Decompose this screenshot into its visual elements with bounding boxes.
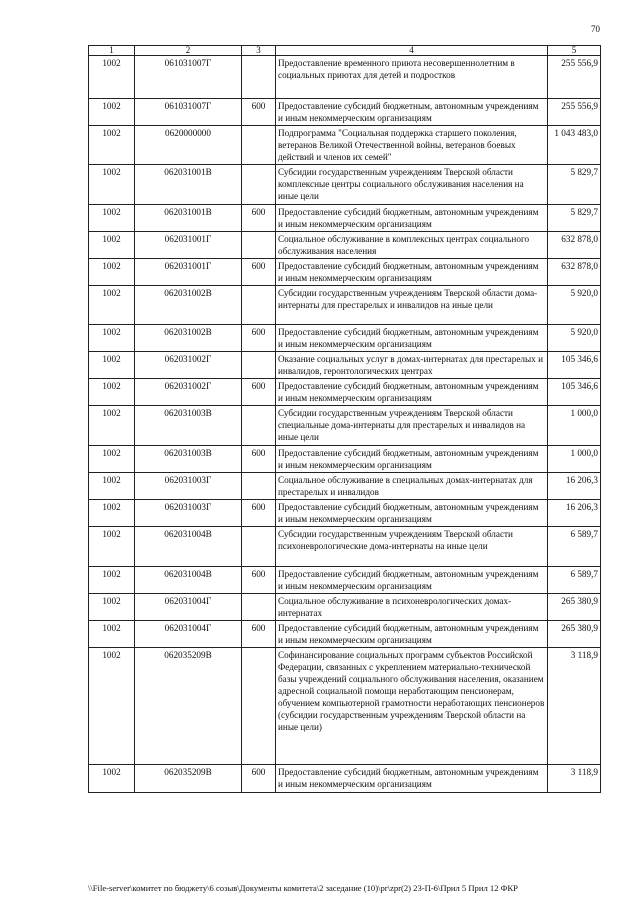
name-cell: Предоставление субсидий бюджетным, автономным учреждениям и иным некоммерческим организациям: [276, 259, 548, 286]
name-cell: Субсидии государственным учреждениям Тверской области специальные дома-интернаты для престарелых и инвалидов на иные цели: [276, 406, 548, 446]
amount-cell: 6 589,7: [548, 527, 601, 567]
name-cell: Предоставление субсидий бюджетным, автономным учреждениям и иным некоммерческим организациям: [276, 325, 548, 352]
amount-cell: 3 118,9: [548, 765, 601, 793]
table-row: [89, 286, 601, 325]
table-row: [89, 259, 601, 286]
name-cell: Оказание социальных услуг в домах-интернатах для престарелых и инвалидов, геронтологических центрах: [276, 352, 548, 379]
target-code-cell: 062031002В: [135, 325, 242, 352]
name-cell: Субсидии государственным учреждениям Тверской области психоневрологические дома-интернаты на иные цели: [276, 527, 548, 567]
section-cell: 1002: [89, 99, 135, 126]
name-cell: Предоставление субсидий бюджетным, автономным учреждениям и иным некоммерческим организациям: [276, 500, 548, 527]
name-cell: Субсидии государственным учреждениям Тверской области комплексные центры социального обслуживания населения на иные цели: [276, 165, 548, 205]
expense-type-cell: [242, 648, 276, 765]
amount-cell: 255 556,9: [548, 99, 601, 126]
amount-cell: 105 346,6: [548, 379, 601, 406]
amount-cell: 265 380,9: [548, 621, 601, 648]
section-cell: 1002: [89, 527, 135, 567]
expense-type-cell: [242, 473, 276, 500]
target-code-cell: 062031004В: [135, 567, 242, 594]
expense-type-cell: 600: [242, 379, 276, 406]
target-code-cell: 062031004Г: [135, 594, 242, 621]
target-code-cell: 062031002В: [135, 286, 242, 325]
expense-type-cell: [242, 126, 276, 165]
target-code-cell: 062031001В: [135, 205, 242, 232]
table-row: [89, 446, 601, 473]
name-cell: Субсидии государственным учреждениям Тверской области дома-интернаты для престарелых и инвалидов на иные цели: [276, 286, 548, 325]
section-cell: 1002: [89, 500, 135, 527]
expense-type-cell: 600: [242, 325, 276, 352]
table-header-row: [89, 46, 601, 56]
amount-cell: 105 346,6: [548, 352, 601, 379]
amount-cell: 5 920,0: [548, 325, 601, 352]
name-cell: Предоставление субсидий бюджетным, автономным учреждениям и иным некоммерческим организациям: [276, 205, 548, 232]
expense-type-cell: [242, 165, 276, 205]
table-row: [89, 379, 601, 406]
expense-type-cell: [242, 406, 276, 446]
expense-type-cell: 600: [242, 205, 276, 232]
table-row: [89, 621, 601, 648]
section-cell: 1002: [89, 594, 135, 621]
section-cell: 1002: [89, 648, 135, 765]
amount-cell: 1 043 483,0: [548, 126, 601, 165]
section-cell: 1002: [89, 232, 135, 259]
target-code-cell: 062031004Г: [135, 621, 242, 648]
section-cell: 1002: [89, 325, 135, 352]
table-row: [89, 406, 601, 446]
target-code-cell: 0620000000: [135, 126, 242, 165]
section-cell: 1002: [89, 379, 135, 406]
expense-type-cell: [242, 232, 276, 259]
header-col-1: 1: [89, 46, 135, 56]
amount-cell: 5 829,7: [548, 165, 601, 205]
amount-cell: 16 206,3: [548, 473, 601, 500]
table-row: [89, 232, 601, 259]
amount-cell: 1 000,0: [548, 446, 601, 473]
section-cell: 1002: [89, 165, 135, 205]
expense-type-cell: 600: [242, 621, 276, 648]
name-cell: Предоставление субсидий бюджетным, автономным учреждениям и иным некоммерческим организациям: [276, 567, 548, 594]
name-cell: Предоставление субсидий бюджетным, автономным учреждениям и иным некоммерческим организациям: [276, 446, 548, 473]
expense-type-cell: 600: [242, 259, 276, 286]
amount-cell: 5 920,0: [548, 286, 601, 325]
expense-type-cell: 600: [242, 567, 276, 594]
name-cell: Предоставление субсидий бюджетным, автономным учреждениям и иным некоммерческим организациям: [276, 99, 548, 126]
amount-cell: 16 206,3: [548, 500, 601, 527]
table-row: [89, 165, 601, 205]
target-code-cell: 062031001В: [135, 165, 242, 205]
target-code-cell: 062031002Г: [135, 352, 242, 379]
expense-type-cell: [242, 352, 276, 379]
table-row: [89, 567, 601, 594]
expense-type-cell: [242, 594, 276, 621]
name-cell: Предоставление временного приюта несовершеннолетним в социальных приютах для детей и подростков: [276, 56, 548, 99]
name-cell: Софинансирование социальных программ субъектов Российской Федерации, связанных с укреплением материально-технической базы учреждений социального обслуживания населения, оказанием адресной социальной помощи неработающим пенсионерам, обучением компьютерной грамотности неработающих пенсионеров (субсидии государственным учреждениям Тверской области на иные цели): [276, 648, 548, 765]
table-row: [89, 473, 601, 500]
amount-cell: 5 829,7: [548, 205, 601, 232]
header-col-3: 3: [242, 46, 276, 56]
section-cell: 1002: [89, 406, 135, 446]
name-cell: Социальное обслуживание в специальных домах-интернатах для престарелых и инвалидов: [276, 473, 548, 500]
target-code-cell: 062031003В: [135, 406, 242, 446]
table-row: [89, 352, 601, 379]
section-cell: 1002: [89, 259, 135, 286]
expense-type-cell: 600: [242, 765, 276, 793]
section-cell: 1002: [89, 621, 135, 648]
name-cell: Подпрограмма "Социальная поддержка старшего поколения, ветеранов Великой Отечественной войны, ветеранов боевых действий и членов их семей": [276, 126, 548, 165]
target-code-cell: 062031001Г: [135, 232, 242, 259]
expense-type-cell: 600: [242, 500, 276, 527]
target-code-cell: 062031001Г: [135, 259, 242, 286]
amount-cell: 255 556,9: [548, 56, 601, 99]
target-code-cell: 062031004В: [135, 527, 242, 567]
table-row: [89, 527, 601, 567]
target-code-cell: 061031007Г: [135, 56, 242, 99]
table-row: [89, 56, 601, 99]
section-cell: 1002: [89, 473, 135, 500]
section-cell: 1002: [89, 352, 135, 379]
section-cell: 1002: [89, 446, 135, 473]
section-cell: 1002: [89, 286, 135, 325]
amount-cell: 6 589,7: [548, 567, 601, 594]
name-cell: Предоставление субсидий бюджетным, автономным учреждениям и иным некоммерческим организациям: [276, 621, 548, 648]
table-row: [89, 500, 601, 527]
target-code-cell: 061031007Г: [135, 99, 242, 126]
expense-type-cell: [242, 286, 276, 325]
name-cell: Предоставление субсидий бюджетным, автономным учреждениям и иным некоммерческим организациям: [276, 379, 548, 406]
section-cell: 1002: [89, 567, 135, 594]
expense-type-cell: 600: [242, 99, 276, 126]
expense-type-cell: [242, 56, 276, 99]
expense-type-cell: [242, 527, 276, 567]
table-body: [89, 56, 601, 793]
name-cell: Предоставление субсидий бюджетным, автономным учреждениям и иным некоммерческим организациям: [276, 765, 548, 793]
table-row: [89, 205, 601, 232]
amount-cell: 632 878,0: [548, 259, 601, 286]
table-row: [89, 325, 601, 352]
target-code-cell: 062035209В: [135, 765, 242, 793]
header-col-4: 4: [276, 46, 548, 56]
amount-cell: 265 380,9: [548, 594, 601, 621]
table-row: [89, 648, 601, 765]
table-row: [89, 765, 601, 793]
budget-table: [88, 45, 601, 793]
table-row: [89, 99, 601, 126]
expense-type-cell: 600: [242, 446, 276, 473]
header-col-2: 2: [135, 46, 242, 56]
amount-cell: 632 878,0: [548, 232, 601, 259]
target-code-cell: 062031003Г: [135, 473, 242, 500]
header-col-5: 5: [548, 46, 601, 56]
section-cell: 1002: [89, 205, 135, 232]
page-number: 70: [591, 24, 600, 34]
target-code-cell: 062035209В: [135, 648, 242, 765]
name-cell: Социальное обслуживание в комплексных центрах социального обслуживания населения: [276, 232, 548, 259]
section-cell: 1002: [89, 56, 135, 99]
target-code-cell: 062031002Г: [135, 379, 242, 406]
name-cell: Социальное обслуживание в психоневрологических домах-интернатах: [276, 594, 548, 621]
footer-file-path: \\File-server\комитет по бюджету\6 созыв\Документы комитета\2 заседание (10)\рr\zpr(2) 23-П-6\Прил 5 Прил 12 ФКР: [88, 883, 518, 893]
target-code-cell: 062031003Г: [135, 500, 242, 527]
table-row: [89, 126, 601, 165]
target-code-cell: 062031003В: [135, 446, 242, 473]
amount-cell: 1 000,0: [548, 406, 601, 446]
section-cell: 1002: [89, 765, 135, 793]
section-cell: 1002: [89, 126, 135, 165]
amount-cell: 3 118,9: [548, 648, 601, 765]
table-row: [89, 594, 601, 621]
